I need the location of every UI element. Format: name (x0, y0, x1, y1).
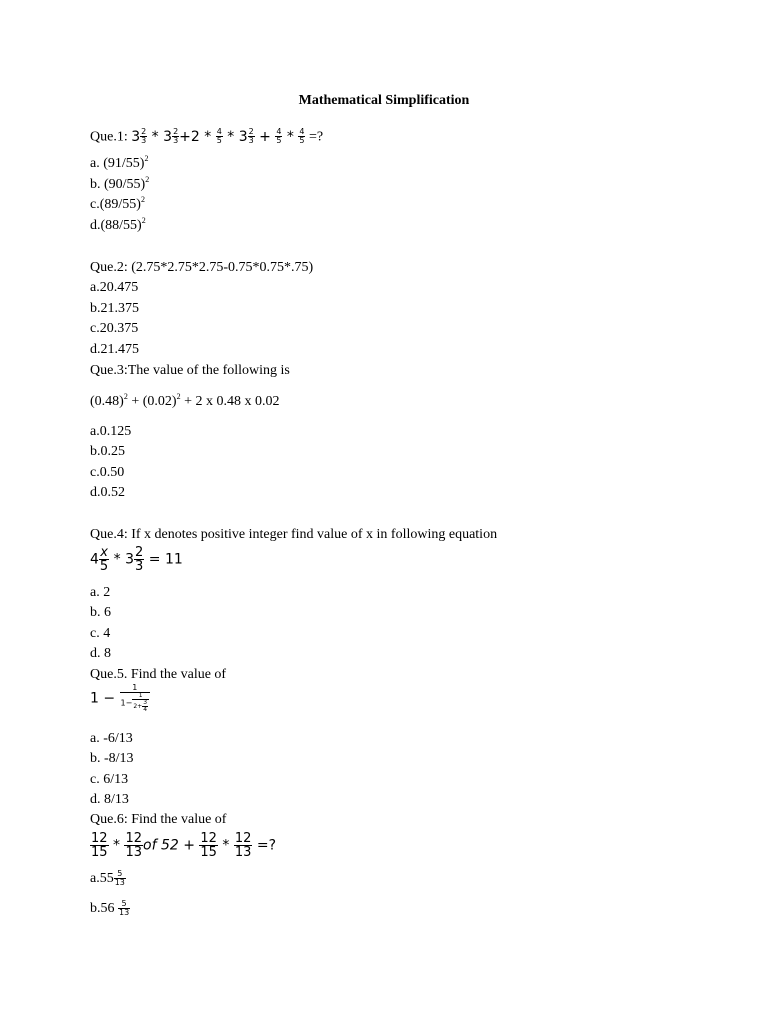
q4-option-a: a. 2 (90, 585, 111, 600)
q2-option-b: b.21.375 (90, 301, 139, 316)
q4-option-c: c. 4 (90, 626, 111, 641)
q6-option-b: b.56 $\frac{5}{13}$ (90, 899, 130, 918)
q2-option-c: c.20.375 (90, 321, 139, 336)
q4-option-b: b. 6 (90, 605, 111, 620)
q5-option-d: d. 8/13 (90, 792, 129, 807)
q6-expression: $\frac{12}{15}$ * $\frac{12}{13}$ of 52 + $\frac{12}{15}$ * $\frac{12}{13}$ =? (91, 831, 277, 860)
q2-option-a: a.20.475 (90, 280, 139, 295)
q1-option-d: $d.(88/55)^2$ (90, 216, 146, 233)
q3-expression: $(0.48)^2 + (0.02)^2 + 2$ x 0.48 x 0.02 (90, 392, 280, 409)
q1-expression: 3 $\frac{2}{3}$ * 3 $\frac{2}{3}$ +2 * $\frac{4}{5}$ * 3 $\frac{2}{3}$ + $\frac{4}{5}$ * $\frac{4}{5}$ (131, 127, 305, 145)
q1-option-c: $c.(89/55)^2$ (90, 195, 145, 212)
q3-option-a: a.0.125 (90, 424, 132, 439)
q3-option-c: c.0.50 (90, 465, 125, 480)
q5-expression: 1 − 1 1− 1 2+ $\frac{3}{4}$ (90, 684, 150, 713)
question-3: Que.3:The value of the following is (90, 363, 290, 378)
question-5: Que.5. Find the value of (90, 667, 227, 682)
q6-option-a: a.55 $\frac{5}{13}$ (90, 869, 125, 888)
q3-option-b: b.0.25 (90, 444, 125, 459)
page-title: Mathematical Simplification (298, 93, 470, 108)
q4-expression: 4 $\frac{x}{5}$ * 3 $\frac{2}{3}$ = 11 (90, 545, 183, 574)
q2-option-d: d.21.475 (90, 342, 139, 357)
q5-option-b: b. -8/13 (90, 751, 134, 766)
q1-option-b: b. $(90/55)^2$ (90, 175, 150, 192)
question-2: Que.2: (2.75*2.75*2.75-0.75*0.75*.75) (90, 260, 314, 275)
q5-option-a: a. -6/13 (90, 731, 133, 746)
q1-option-a: a. $(91/55)^2$ (90, 154, 149, 171)
question-6: Que.6: Find the value of (90, 812, 227, 827)
question-4: Que.4: If x denotes positive integer find value of x in following equation (90, 527, 498, 542)
q5-option-c: c. 6/13 (90, 772, 129, 787)
q4-option-d: d. 8 (90, 646, 111, 661)
question-1: Que.1: 3 $\frac{2}{3}$ * 3 $\frac{2}{3}$ +2 * $\frac{4}{5}$ * 3 $\frac{2}{3}$ + $\frac{4}{5}$ * $\frac{4}{5}$ =? (90, 127, 324, 145)
q3-option-d: d.0.52 (90, 485, 125, 500)
